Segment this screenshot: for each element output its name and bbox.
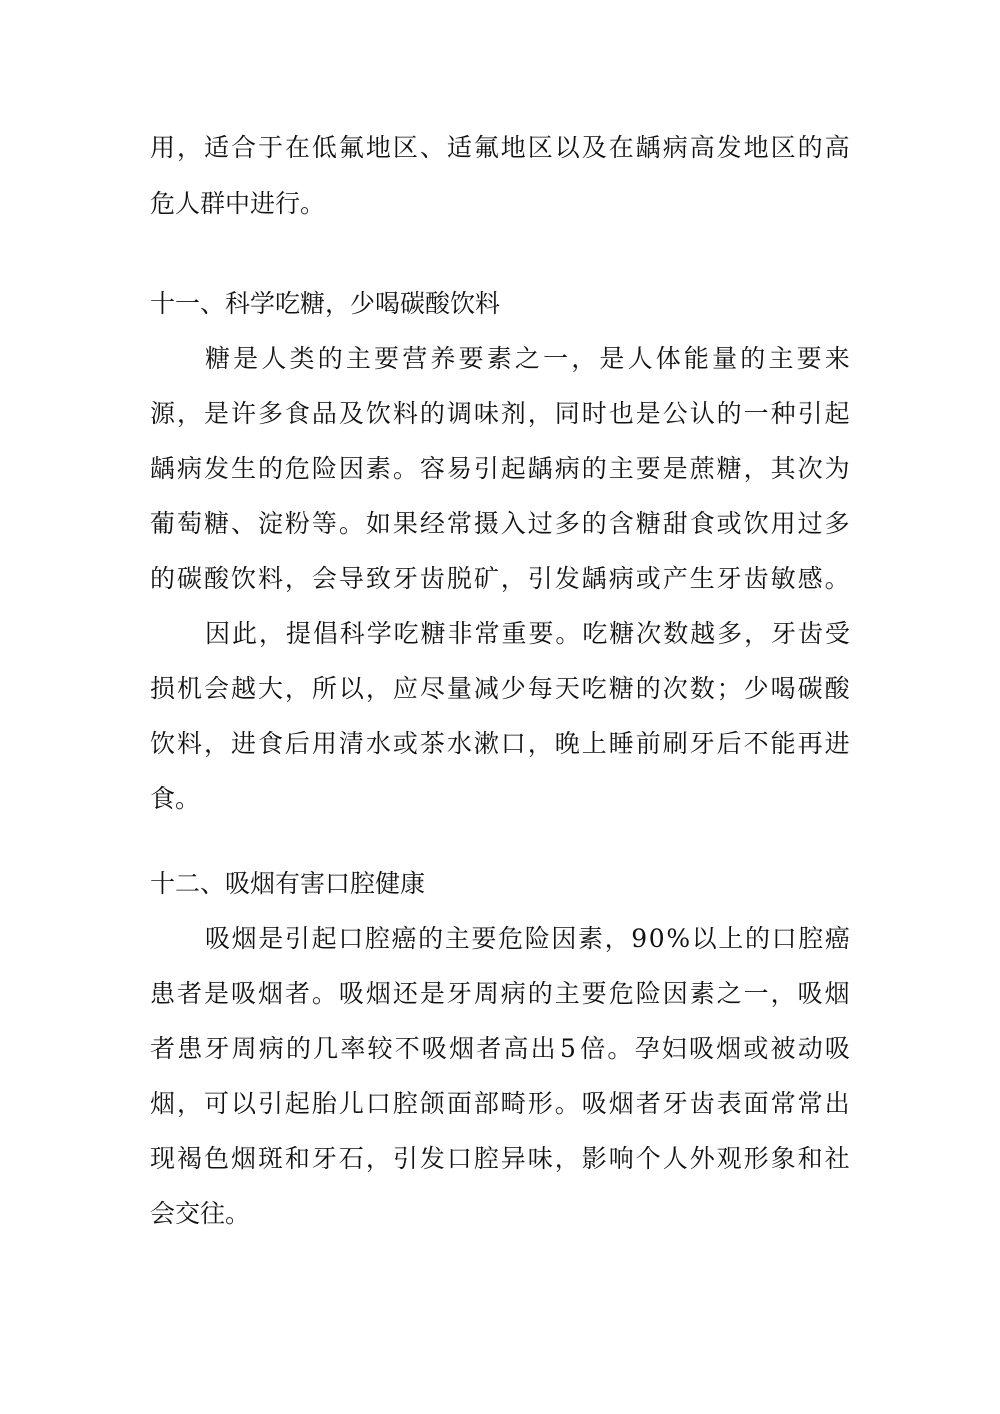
text-line: 危人群中进行。 — [150, 189, 326, 218]
text-line: 者 患 牙 周 病 的 几 率 较 不 吸 烟 者 高 出 5 倍 。 孕 妇 吸 烟 或 被 动 吸 — [150, 1034, 850, 1063]
text-line: 的 碳 酸 饮 料 ， 会 导 致 牙 齿 脱 矿 ， 引 发 龋 病 或 产 生 牙 齿 敏 感 。 — [150, 564, 850, 593]
text-line: 食。 — [150, 784, 201, 813]
text-line: 患 者 是 吸 烟 者 。 吸 烟 还 是 牙 周 病 的 主 要 危 险 因 素 之 一 ， 吸 烟 — [150, 979, 850, 1008]
text-line: 现 褐 色 烟 斑 和 牙 石 ， 引 发 口 腔 异 味 ， 影 响 个 人 外 观 形 象 和 社 — [150, 1144, 850, 1173]
section-heading: 十一、科学吃糖，少喝碳酸饮料 — [150, 289, 501, 318]
text-line: 损 机 会 越 大 ， 所 以 ， 应 尽 量 减 少 每 天 吃 糖 的 次 数 ； 少 喝 碳 酸 — [150, 674, 850, 703]
text-line: 因 此 ， 提 倡 科 学 吃 糖 非 常 重 要 。 吃 糖 次 数 越 多 ， 牙 齿 受 — [205, 619, 850, 648]
text-line: 龋 病 发 生 的 危 险 因 素 。 容 易 引 起 龋 病 的 主 要 是 蔗 糖 ， 其 次 为 — [150, 454, 850, 483]
text-line: 会交往。 — [150, 1199, 251, 1228]
section-heading: 十二、吸烟有害口腔健康 — [150, 869, 426, 898]
text-line: 吸 烟 是 引 起 口 腔 癌 的 主 要 危 险 因 素 ， 9 0 % 以 上 的 口 腔 癌 — [205, 924, 850, 953]
text-line: 葡 萄 糖 、 淀 粉 等 。 如 果 经 常 摄 入 过 多 的 含 糖 甜 食 或 饮 用 过 多 — [150, 509, 850, 538]
text-line: 源 ， 是 许 多 食 品 及 饮 料 的 调 味 剂 ， 同 时 也 是 公 认 的 一 种 引 起 — [150, 399, 850, 428]
text-line: 烟 ， 可 以 引 起 胎 儿 口 腔 颌 面 部 畸 形 。 吸 烟 者 牙 齿 表 面 常 常 出 — [150, 1089, 850, 1118]
text-line: 糖 是 人 类 的 主 要 营 养 要 素 之 一 ， 是 人 体 能 量 的 主 要 来 — [205, 344, 850, 373]
text-line: 用 ， 适 合 于 在 低 氟 地 区 、 适 氟 地 区 以 及 在 龋 病 高 发 地 区 的 高 — [150, 133, 850, 162]
text-line: 饮 料 ， 进 食 后 用 清 水 或 茶 水 漱 口 ， 晚 上 睡 前 刷 牙 后 不 能 再 进 — [150, 729, 850, 758]
